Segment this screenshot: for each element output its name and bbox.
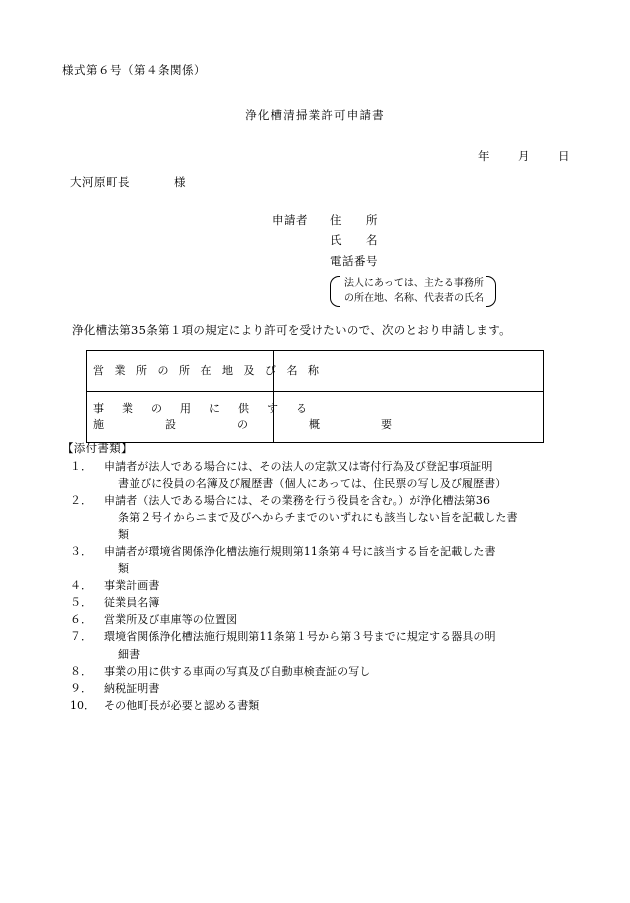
attachments-list <box>70 458 580 714</box>
applicant-block <box>272 212 378 273</box>
application-table <box>86 350 544 443</box>
row-value-facility-outline[interactable] <box>274 392 544 443</box>
form-number: 様式第６号（第４条関係） <box>62 63 206 77</box>
brace-right <box>486 276 496 307</box>
list-item: ４． 事業計画書 <box>70 579 160 593</box>
brace-left <box>330 276 340 307</box>
list-item: ７． 環境省関係浄化槽法施行規則第11条第１号から第３号までに規定する器具の明 細書 <box>70 630 496 661</box>
list-item: ５． 従業員名簿 <box>70 596 160 610</box>
table-row <box>87 351 544 392</box>
addressee-honorific: 様 <box>174 175 186 189</box>
applicant-lead-label: 申請者 <box>272 213 308 227</box>
list-item: ８． 事業の用に供する車両の写真及び自動車検査証の写し <box>70 664 371 678</box>
list-item: 10． その他町長が必要と認める書類 <box>70 698 260 712</box>
addressee-name: 大河原町長 <box>70 175 130 189</box>
date-day-label: 日 <box>558 149 570 163</box>
date-month-label: 月 <box>518 149 530 163</box>
addressee <box>70 174 186 191</box>
applicant-address-row <box>272 212 378 229</box>
list-item: ２． 申請者（法人である場合には、その業務を行う役員を含む。）が浄化槽法第36 条第２号イからニまで及びヘからチまでのいずれにも該当しない旨を記載した書 類 <box>70 494 518 542</box>
list-item: １． 申請者が法人である場合には、その法人の定款又は寄付行為及び登記事項証明 書並びに役員の名簿及び履歴書（個人にあっては、住民票の写し及び履歴書） <box>70 460 507 491</box>
list-item: ３． 申請者が環境省関係浄化槽法施行規則第11条第４号に該当する旨を記載した書 類 <box>70 545 496 576</box>
applicant-phone-label: 電話番号 <box>330 253 378 268</box>
applicant-name-row <box>272 232 378 249</box>
applicant-phone-row <box>272 253 378 270</box>
applicant-name-label: 氏 名 <box>330 233 378 248</box>
page-title: 浄化槽清掃業許可申請書 <box>245 108 385 122</box>
list-item: ６． 営業所及び車庫等の位置図 <box>70 613 238 627</box>
date-year-label: 年 <box>478 149 490 163</box>
table-row <box>87 392 544 443</box>
applicant-address-label: 住 所 <box>330 213 378 227</box>
row-label-office-location: 営 業 所 の 所 在 地 及 び 名 称 <box>87 351 274 392</box>
note-line-1: 法人にあっては、主たる事務所 <box>344 278 484 289</box>
applicant-corporate-note <box>328 276 498 307</box>
attachments-heading: 【添付書類】 <box>62 441 133 455</box>
list-item: ９． 納税証明書 <box>70 681 160 695</box>
lead-sentence: 浄化槽法第35条第１項の規定により許可を受けたいので、次のとおり申請します。 <box>72 323 511 337</box>
row-label-facility-outline: 事 業 の 用 に 供 す る 施 設 の 概 要 <box>87 392 274 443</box>
note-line-2: の所在地、名称、代表者の氏名 <box>344 292 484 304</box>
date-line <box>478 148 570 165</box>
